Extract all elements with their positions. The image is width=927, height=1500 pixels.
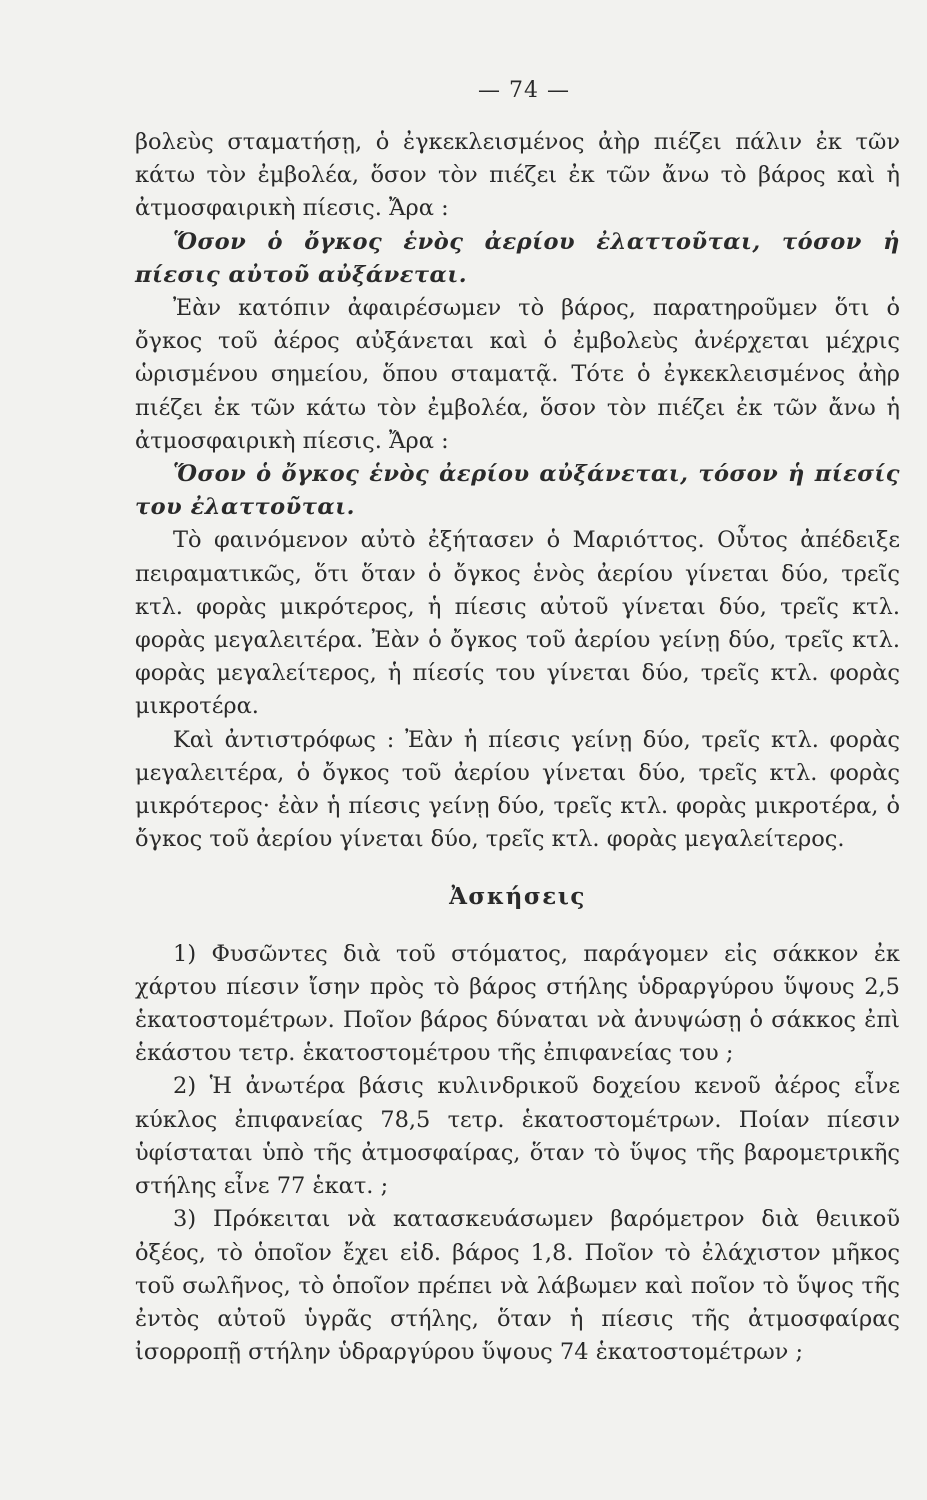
- page-number: — 74 —: [478, 78, 570, 103]
- page-body: [135, 126, 900, 1369]
- exercise-3: 3) Πρόκειται νὰ κατασκευάσωμεν βαρόμετρον διὰ θειικοῦ ὀξέος, τὸ ὁποῖον ἔχει εἰδ. βάρος 1,8. Ποῖον τὸ ἐλάχιστον μῆκος τοῦ σωλῆνος, τὸ ὁποῖον πρέπει νὰ λάβωμεν καὶ ποῖον τὸ ὕψος τῆς ἐντὸς αὐτοῦ ὑγρᾶς στήλης, ὅταν ἡ πίεσις τῆς ἀτμοσφαίρας ἰσορροπῇ στήλην ὑδραργύρου ὕψους 74 ἑκατοστομέτρων ;: [135, 1206, 900, 1366]
- paragraph-mariotte: Τὸ φαινόμενον αὐτὸ ἐξήτασεν ὁ Μαριόττος. Οὗτος ἀπέδειξε πειραματικῶς, ὅτι ὅταν ὁ ὄγκος ἑνὸς ἀερίου γίνεται δύο, τρεῖς κτλ. φορὰς μικρότερος, ἡ πίεσις αὐτοῦ γίνεται δύο, τρεῖς κτλ. φορὰς μεγαλειτέρα. Ἐὰν ὁ ὄγκος τοῦ ἀερίου γείνῃ δύο, τρεῖς κτλ. φορὰς μεγαλείτερος, ἡ πίεσίς του γίνεται δύο, τρεῖς κτλ. φορὰς μικροτέρα.: [135, 527, 900, 720]
- law-statement-expansion: Ὅσον ὁ ὄγκος ἑνὸς ἀερίου αὐξάνεται, τόσον ἡ πίεσίς του ἐλαττοῦται.: [135, 461, 900, 521]
- exercises-heading: Ἀσκήσεις: [449, 883, 586, 911]
- paragraph-converse: Καὶ ἀντιστρόφως : Ἐὰν ἡ πίεσις γείνῃ δύο, τρεῖς κτλ. φορὰς μεγαλειτέρα, ὁ ὄγκος τοῦ ἀερίου γίνεται δύο, τρεῖς κτλ. φορὰς μικρότερος· ἐὰν ἡ πίεσις γείνῃ δύο, τρεῖς κτλ. φορὰς μικροτέρα, ὁ ὄγκος τοῦ ἀερίου γίνεται δύο, τρεῖς κτλ. φορὰς μεγαλείτερος.: [135, 726, 900, 853]
- exercise-1: 1) Φυσῶντες διὰ τοῦ στόματος, παράγομεν εἰς σάκκον ἐκ χάρτου πίεσιν ἴσην πρὸς τὸ βάρος στήλης ὑδραργύρου ὕψους 2,5 ἑκατοστομέτρων. Ποῖον βάρος δύναται νὰ ἀνυψώσῃ ὁ σάκκος ἐπὶ ἑκάστου τετρ. ἑκατοστομέτρου τῆς ἐπιφανείας του ;: [135, 940, 900, 1067]
- paragraph-continuation: βολεὺς σταματήσῃ, ὁ ἐγκεκλεισμένος ἀὴρ πιέζει πάλιν ἐκ τῶν κάτω τὸν ἐμβολέα, ὅσον τὸν πιέζει ἐκ τῶν ἄνω τὸ βάρος καὶ ἡ ἀτμοσφαιρικὴ πίεσις. Ἄρα :: [135, 129, 900, 222]
- exercise-2: 2) Ἡ ἀνωτέρα βάσις κυλινδρικοῦ δοχείου κενοῦ ἀέρος εἶνε κύκλος ἐπιφανείας 78,5 τετρ. ἑκατοστομέτρων. Ποίαν πίεσιν ὑφίσταται ὑπὸ τῆς ἀτμοσφαίρας, ὅταν τὸ ὕψος τῆς βαρομετρικῆς στήλης εἶνε 77 ἑκατ. ;: [135, 1073, 900, 1200]
- paragraph-expansion: Ἐὰν κατόπιν ἀφαιρέσωμεν τὸ βάρος, παρατηροῦμεν ὅτι ὁ ὄγκος τοῦ ἀέρος αὐξάνεται καὶ ὁ ἐμβολεὺς ἀνέρχεται μέχρις ὡρισμένου σημείου, ὅπου σταματᾷ. Τότε ὁ ἐγκεκλεισμένος ἀὴρ πιέζει ἐκ τῶν κάτω τὸν ἐμβολέα, ὅσον τὸν πιέζει ἐκ τῶν ἄνω ἡ ἀτμοσφαιρικὴ πίεσις. Ἄρα :: [135, 295, 900, 454]
- law-statement-compression: Ὅσον ὁ ὄγκος ἑνὸς ἀερίου ἐλαττοῦται, τόσον ἡ πίεσις αὐτοῦ αὐξάνεται.: [135, 228, 900, 288]
